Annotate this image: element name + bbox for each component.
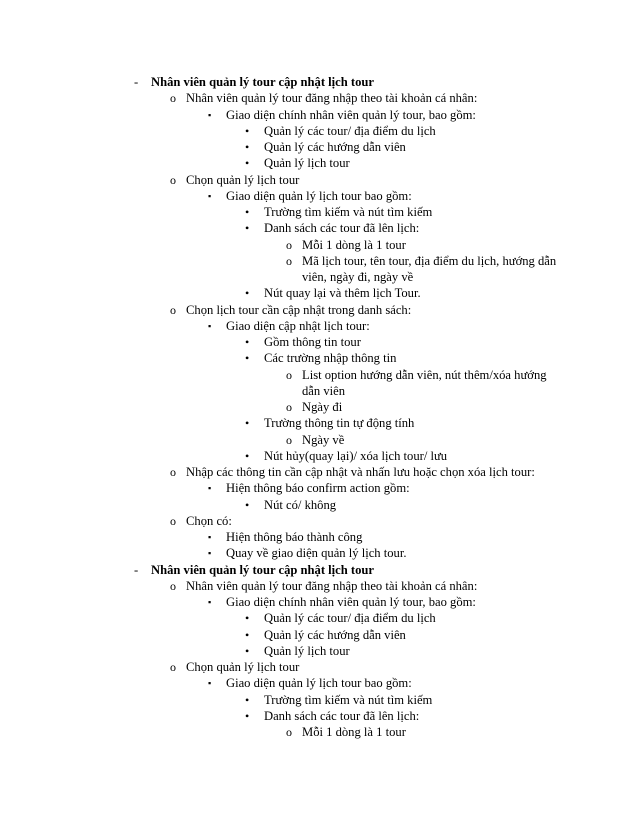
bullet-marker: • (245, 286, 250, 301)
outline-item-text: Mỗi 1 dòng là 1 tour (302, 725, 406, 739)
outline-item-text: Nhân viên quản lý tour cập nhật lịch tour (151, 562, 375, 577)
outline-item-text: Chọn quản lý lịch tour (186, 172, 300, 187)
bullet-marker: o (170, 91, 176, 106)
bullet-marker: ▪ (208, 548, 212, 559)
outline-item-text: Quản lý lịch tour (264, 156, 350, 171)
bullet-marker: • (245, 448, 250, 463)
outline-item-text: Trường thông tin tự động tính (264, 416, 415, 431)
outline-item-level-1 (170, 90, 478, 106)
outline-item-level-2 (208, 107, 476, 123)
outline-item-text: Danh sách các tour đã lên lịch: (264, 221, 420, 236)
bullet-marker: • (245, 627, 250, 642)
outline-item-level-2 (208, 480, 410, 496)
outline-item-level-3 (245, 204, 433, 220)
bullet-marker: o (286, 432, 292, 447)
outline-item-level-2 (208, 545, 407, 561)
outline-item-level-2 (208, 318, 370, 334)
bullet-marker: o (286, 400, 292, 414)
outline-item-text: List option hướng dẫn viên, nút thêm/xóa hướng (302, 367, 547, 382)
outline-item-text: Hiện thông báo confirm action gồm: (226, 481, 410, 496)
outline-item-text: Quay về giao diện quản lý lịch tour. (226, 546, 407, 561)
bullet-marker: • (245, 416, 250, 431)
outline-item-level-1 (170, 464, 535, 480)
outline-item-level-0 (134, 562, 375, 578)
outline-item-level-3 (245, 285, 421, 301)
outline-item-text: Nhân viên quản lý tour đăng nhập theo tài khoản cá nhân: (186, 91, 478, 106)
outline-item-level-4 (286, 432, 345, 448)
bullet-marker: • (245, 351, 250, 366)
bullet-marker: • (245, 123, 250, 138)
outline-item-level-4 (286, 367, 547, 383)
outline-item-text: viên, ngày đi, ngày về (302, 270, 414, 284)
outline-item-level-4 (302, 269, 413, 285)
outline-item-text: Ngày về (302, 432, 345, 447)
outline-item-level-4 (286, 253, 557, 269)
outline-item-text: Gồm thông tin tour (264, 335, 361, 349)
bullet-marker: • (245, 708, 250, 723)
outline-item-level-3 (245, 627, 406, 643)
outline-item-text: Mỗi 1 dòng là 1 tour (302, 237, 406, 252)
bullet-marker: o (286, 237, 292, 252)
outline-item-level-4 (286, 237, 406, 253)
outline-item-level-2 (208, 188, 412, 204)
outline-item-text: Ngày đi (302, 400, 343, 414)
outline-item-text: Nhân viên quản lý tour cập nhật lịch tour (151, 75, 375, 89)
bullet-marker: • (245, 611, 250, 626)
outline-item-text: Giao diện chính nhân viên quản lý tour, bao gồm: (226, 595, 476, 609)
outline-item-level-1 (170, 302, 412, 318)
outline-item-level-1 (170, 578, 478, 594)
outline-item-level-2 (208, 594, 476, 610)
bullet-marker: ▪ (208, 597, 212, 607)
outline-item-text: Chọn có: (186, 513, 232, 528)
outline-item-level-3 (245, 497, 337, 513)
bullet-marker: • (245, 335, 250, 349)
outline-item-text: Giao diện cập nhật lịch tour: (226, 318, 370, 333)
bullet-marker: • (245, 140, 250, 154)
outline-item-text: Quản lý các tour/ địa điểm du lịch (264, 611, 436, 626)
outline-item-text: Giao diện quản lý lịch tour bao gồm: (226, 676, 412, 691)
outline-item-level-4 (286, 724, 406, 740)
outline-item-level-4 (286, 399, 343, 415)
outline-item-level-3 (245, 415, 415, 431)
bullet-marker: • (245, 692, 250, 707)
outline-item-level-2 (208, 675, 412, 691)
outline-item-level-0 (134, 74, 375, 90)
outline-item-level-3 (245, 139, 406, 155)
bullet-marker: o (170, 660, 176, 674)
outline-item-level-1 (170, 659, 300, 675)
bullet-marker: • (245, 497, 250, 512)
outline-item-text: Nút có/ không (264, 497, 337, 512)
outline-item-text: Quản lý các tour/ địa điểm du lịch (264, 123, 436, 138)
bullet-marker: ▪ (208, 320, 212, 331)
bullet-marker: o (286, 367, 292, 382)
outline-item-text: Giao diện chính nhân viên quản lý tour, bao gồm: (226, 107, 476, 122)
outline-item-text: Nhân viên quản lý tour đăng nhập theo tài khoản cá nhân: (186, 578, 478, 593)
outline-item-level-3 (245, 643, 350, 659)
outline-item-text: Trường tìm kiếm và nút tìm kiếm (264, 692, 433, 707)
outline-item-text: Chọn quản lý lịch tour (186, 660, 300, 674)
bullet-marker: o (170, 465, 176, 479)
bullet-marker: ▪ (208, 483, 212, 494)
bullet-marker: o (170, 172, 176, 187)
outline-item-level-3 (245, 708, 420, 724)
outline-item-level-1 (170, 513, 232, 529)
bullet-marker: • (245, 221, 250, 236)
outline-item-level-4 (302, 383, 345, 399)
outline-item-level-3 (245, 350, 397, 366)
bullet-marker: • (245, 205, 250, 219)
outline-item-text: Quản lý lịch tour (264, 643, 350, 658)
outline-item-level-3 (245, 123, 436, 139)
outline-item-text: Quản lý các hướng dẫn viên (264, 627, 406, 642)
outline-item-level-3 (245, 334, 361, 350)
outline-item-level-1 (170, 172, 300, 188)
bullet-marker: • (245, 643, 250, 658)
bullet-marker: o (170, 578, 176, 593)
outline-item-level-3 (245, 610, 436, 626)
outline-item-level-3 (245, 448, 448, 464)
outline-item-level-3 (245, 155, 350, 171)
bullet-marker: o (170, 513, 176, 528)
outline-item-text: Chọn lịch tour cần cập nhật trong danh sách: (186, 302, 412, 317)
outline-item-text: Trường tìm kiếm và nút tìm kiếm (264, 205, 433, 219)
bullet-marker: o (286, 253, 292, 268)
bullet-marker: - (134, 562, 139, 577)
bullet-marker: - (134, 75, 139, 89)
outline-item-text: Nhập các thông tin cần cập nhật và nhấn lưu hoặc chọn xóa lịch tour: (186, 465, 535, 479)
outline-item-text: Quản lý các hướng dẫn viên (264, 140, 406, 154)
outline-item-text: Các trường nhập thông tin (264, 351, 397, 366)
bullet-marker: o (286, 725, 292, 739)
bullet-marker: ▪ (208, 532, 212, 542)
outline-item-text: Danh sách các tour đã lên lịch: (264, 708, 420, 723)
bullet-marker: ▪ (208, 109, 212, 120)
outline-item-text: dẫn viên (302, 383, 346, 398)
outline-item-text: Giao diện quản lý lịch tour bao gồm: (226, 188, 412, 203)
bullet-marker: o (170, 302, 176, 317)
outline-item-text: Hiện thông báo thành công (226, 530, 363, 544)
outline-item-text: Mã lịch tour, tên tour, địa điểm du lịch, hướng dẫn (302, 253, 557, 268)
bullet-marker: ▪ (208, 190, 212, 201)
outline-item-level-3 (245, 692, 433, 708)
outline-item-level-3 (245, 220, 420, 236)
bullet-marker: • (245, 156, 250, 171)
outline-item-text: Nút quay lại và thêm lịch Tour. (264, 286, 421, 301)
outline-item-text: Nút hủy(quay lại)/ xóa lịch tour/ lưu (264, 448, 448, 463)
bullet-marker: ▪ (208, 678, 212, 689)
outline-item-level-2 (208, 529, 363, 545)
